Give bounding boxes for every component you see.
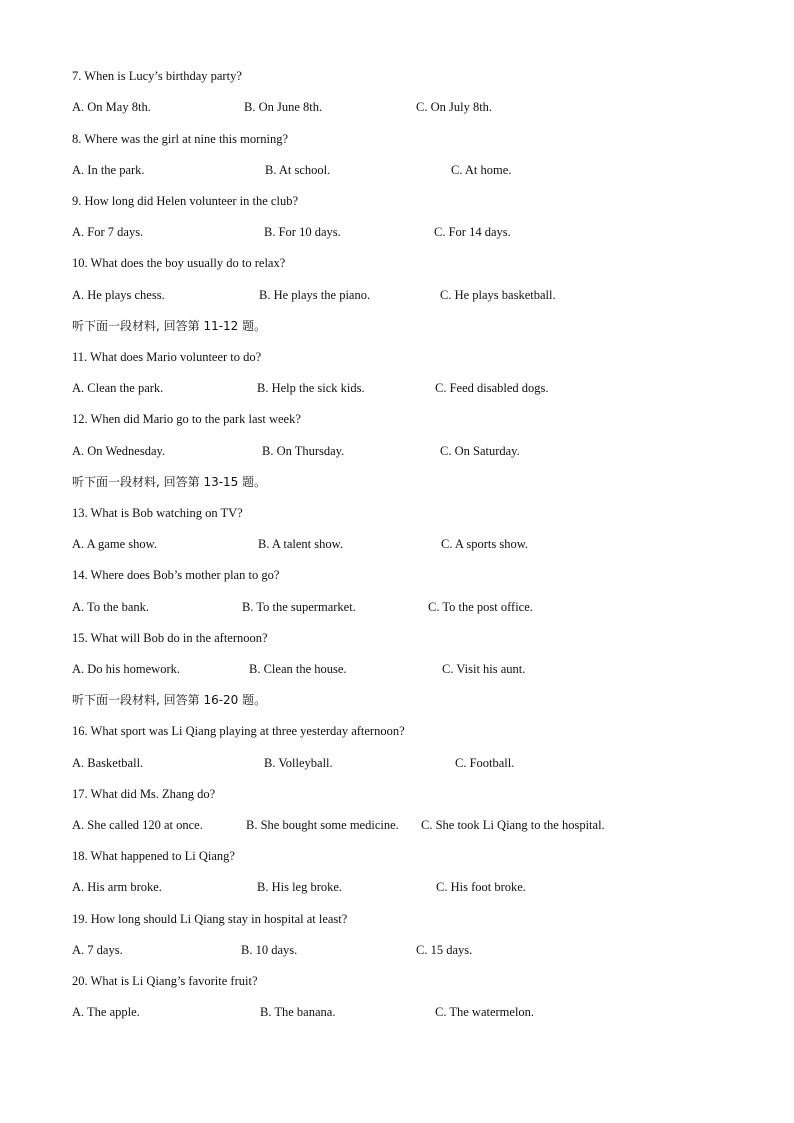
option-b: B. She bought some medicine.: [246, 818, 399, 832]
section-instruction: 听下面一段材料, 回答第 11-12 题。: [72, 319, 267, 333]
question-16: 16. What sport was Li Qiang playing at three yesterday afternoon?: [72, 724, 405, 738]
option-a: A. A game show.: [72, 537, 157, 551]
option-a: A. His arm broke.: [72, 880, 162, 894]
question-18: 18. What happened to Li Qiang?: [72, 849, 235, 863]
option-a: A. He plays chess.: [72, 288, 165, 302]
question-8: 8. Where was the girl at nine this morning?: [72, 132, 289, 146]
option-b: B. A talent show.: [258, 537, 343, 551]
question-20: 20. What is Li Qiang’s favorite fruit?: [72, 974, 258, 988]
option-b: B. 10 days.: [241, 943, 298, 957]
option-b: B. At school.: [265, 163, 331, 177]
option-a: A. On May 8th.: [72, 100, 151, 114]
option-c: C. For 14 days.: [434, 225, 511, 239]
question-17: 17. What did Ms. Zhang do?: [72, 787, 216, 801]
option-a: A. On Wednesday.: [72, 444, 166, 458]
option-a: A. Basketball.: [72, 756, 144, 770]
option-c: C. Feed disabled dogs.: [435, 381, 549, 395]
option-a: A. Do his homework.: [72, 662, 180, 676]
question-7: 7. When is Lucy’s birthday party?: [72, 69, 242, 83]
option-a: A. She called 120 at once.: [72, 818, 203, 832]
option-b: B. Help the sick kids.: [257, 381, 365, 395]
question-9: 9. How long did Helen volunteer in the club?: [72, 194, 298, 208]
section-instruction: 听下面一段材料, 回答第 16-20 题。: [72, 693, 267, 707]
option-a: A. 7 days.: [72, 943, 123, 957]
option-c: C. On Saturday.: [440, 444, 520, 458]
question-11: 11. What does Mario volunteer to do?: [72, 350, 262, 364]
option-c: C. She took Li Qiang to the hospital.: [421, 818, 605, 832]
option-a: A. The apple.: [72, 1005, 140, 1019]
option-b: B. Clean the house.: [249, 662, 347, 676]
option-c: C. His foot broke.: [436, 880, 526, 894]
option-b: B. On June 8th.: [244, 100, 323, 114]
option-c: C. The watermelon.: [435, 1005, 535, 1019]
option-a: A. To the bank.: [72, 600, 150, 614]
question-13: 13. What is Bob watching on TV?: [72, 506, 243, 520]
option-b: B. Volleyball.: [264, 756, 333, 770]
option-a: A. In the park.: [72, 163, 145, 177]
question-19: 19. How long should Li Qiang stay in hospital at least?: [72, 912, 348, 926]
option-b: B. The banana.: [260, 1005, 336, 1019]
question-10: 10. What does the boy usually do to relax?: [72, 256, 286, 270]
question-12: 12. When did Mario go to the park last week?: [72, 412, 301, 426]
option-c: C. He plays basketball.: [440, 288, 556, 302]
option-c: C. 15 days.: [416, 943, 473, 957]
option-c: C. Visit his aunt.: [442, 662, 526, 676]
option-c: C. At home.: [451, 163, 512, 177]
option-b: B. On Thursday.: [262, 444, 345, 458]
option-b: B. His leg broke.: [257, 880, 343, 894]
option-b: B. He plays the piano.: [259, 288, 371, 302]
option-b: B. To the supermarket.: [242, 600, 356, 614]
section-instruction: 听下面一段材料, 回答第 13-15 题。: [72, 475, 267, 489]
option-c: C. On July 8th.: [416, 100, 493, 114]
option-a: A. Clean the park.: [72, 381, 164, 395]
option-c: C. A sports show.: [441, 537, 529, 551]
option-a: A. For 7 days.: [72, 225, 144, 239]
question-15: 15. What will Bob do in the afternoon?: [72, 631, 268, 645]
option-b: B. For 10 days.: [264, 225, 341, 239]
option-c: C. Football.: [455, 756, 515, 770]
question-14: 14. Where does Bob’s mother plan to go?: [72, 568, 280, 582]
option-c: C. To the post office.: [428, 600, 533, 614]
